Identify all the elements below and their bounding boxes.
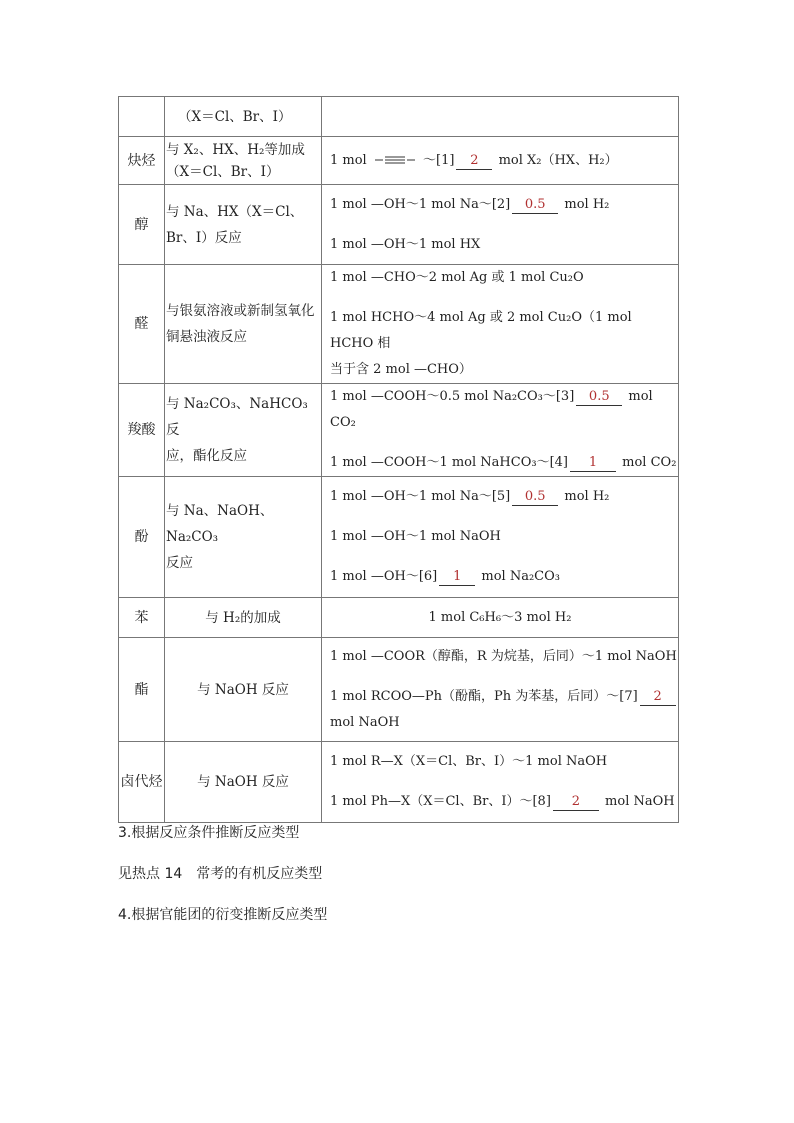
- table-row: [119, 638, 679, 742]
- relation-cell: 1 mol —CHO～2 mol Ag 或 1 mol Cu₂O 1 mol HCHO～4 mol Ag 或 2 mol Cu₂O（1 mol HCHO 相 当于含 2 mol —CHO）: [322, 265, 679, 384]
- relation-cell: 1 mol —OH～1 mol Na～[2] 0.5 mol H₂ 1 mol —OH～1 mol HX: [322, 185, 679, 265]
- relation-cell: 1 mol —COOH～0.5 mol Na₂CO₃～[3] 0.5 mol CO₂ 1 mol —COOH～1 mol NaHCO₃～[4] 1 mol CO₂: [322, 384, 679, 477]
- category-cell: 醛: [119, 265, 165, 384]
- answer-blank: 2: [456, 153, 492, 170]
- reaction-cell: 与 NaOH 反应: [165, 638, 322, 742]
- reaction-cell: 与 NaOH 反应: [165, 742, 322, 823]
- triple-bond-icon: [375, 153, 415, 167]
- category-cell: 醇: [119, 185, 165, 265]
- relation-cell: 1 mol —OH～1 mol Na～[5] 0.5 mol H₂ 1 mol —OH～1 mol NaOH 1 mol —OH～[6] 1 mol Na₂CO₃: [322, 477, 679, 598]
- answer-blank: 0.5: [512, 489, 558, 506]
- answer-blank: 1: [570, 455, 616, 472]
- category-cell: 酚: [119, 477, 165, 598]
- table-row: [119, 477, 679, 598]
- table-row: [119, 185, 679, 265]
- reaction-cell: 与 Na₂CO₃、NaHCO₃反 应，酯化反应: [165, 384, 322, 477]
- category-cell: 羧酸: [119, 384, 165, 477]
- table-row: [119, 598, 679, 638]
- section-heading-3: 3.根据反应条件推断反应类型: [118, 825, 300, 841]
- answer-blank: 2: [553, 794, 599, 811]
- reaction-cell: （X＝Cl、Br、I）: [165, 97, 322, 137]
- relation-cell: 1 mol —COOR（醇酯，R 为烷基，后同）～1 mol NaOH 1 mol RCOO—Ph（酚酯，Ph 为苯基，后同）～[7] 2 mol NaOH: [322, 638, 679, 742]
- category-cell: 酯: [119, 638, 165, 742]
- reaction-cell: 与 Na、HX（X＝Cl、 Br、I）反应: [165, 185, 322, 265]
- reaction-cell: 与 Na、NaOH、Na₂CO₃ 反应: [165, 477, 322, 598]
- category-cell: [119, 97, 165, 137]
- relation-cell: [322, 97, 679, 137]
- table-row: [119, 384, 679, 477]
- relation-cell: 1 mol C₆H₆～3 mol H₂: [322, 598, 679, 638]
- relation-cell: 1 mol ～[1] 2 mol X₂（HX、H₂）: [322, 137, 679, 185]
- answer-blank: 0.5: [512, 197, 558, 214]
- answer-blank: 2: [640, 689, 676, 706]
- answer-blank: 0.5: [576, 389, 622, 406]
- category-cell: 苯: [119, 598, 165, 638]
- section-heading-4: 4.根据官能团的衍变推断反应类型: [118, 907, 328, 923]
- reaction-cell: 与 X₂、HX、H₂等加成 （X＝Cl、Br、I）: [165, 137, 322, 185]
- table-row: [119, 265, 679, 384]
- reaction-cell: 与 H₂的加成: [165, 598, 322, 638]
- category-cell: 卤代烃: [119, 742, 165, 823]
- reaction-quantity-table: [118, 96, 679, 823]
- table-row: [119, 137, 679, 185]
- relation-cell: 1 mol R—X（X＝Cl、Br、I）～1 mol NaOH 1 mol Ph—X（X＝Cl、Br、I）～[8] 2 mol NaOH: [322, 742, 679, 823]
- reaction-cell: 与银氨溶液或新制氢氧化 铜悬浊液反应: [165, 265, 322, 384]
- category-cell: 炔烃: [119, 137, 165, 185]
- hotspot-reference: 见热点 14 常考的有机反应类型: [118, 866, 323, 882]
- table-row: [119, 97, 679, 137]
- table-row: [119, 742, 679, 823]
- answer-blank: 1: [439, 569, 475, 586]
